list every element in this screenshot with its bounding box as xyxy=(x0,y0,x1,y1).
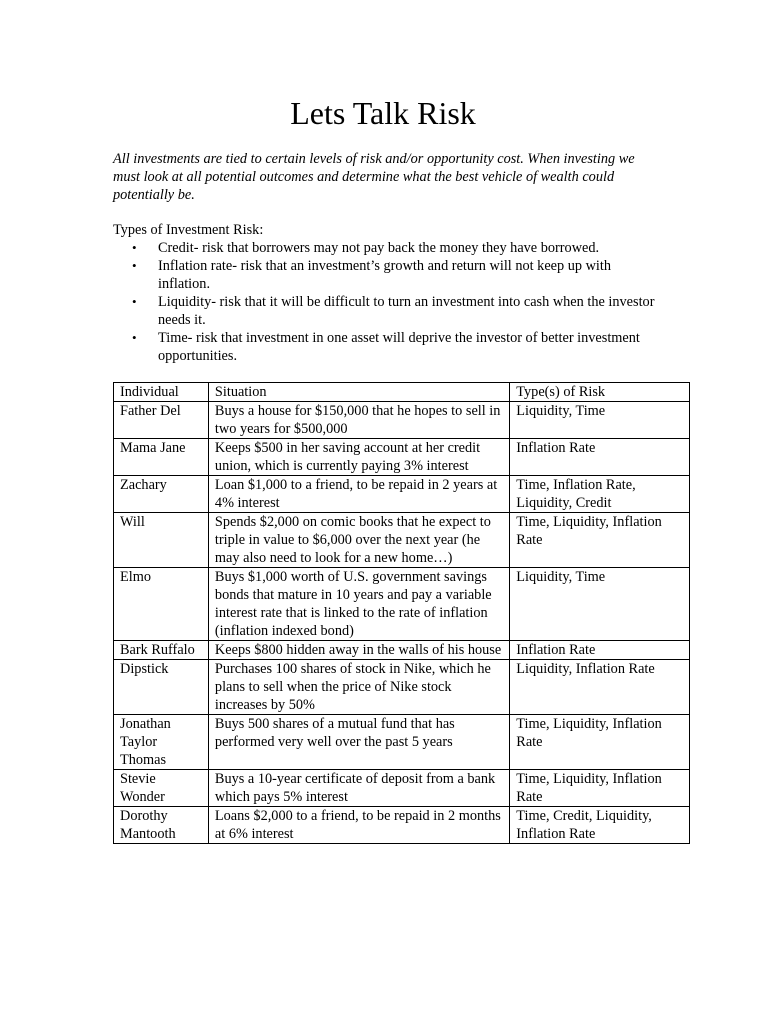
cell-risk: Liquidity, Time xyxy=(510,402,690,439)
cell-risk: Liquidity, Time xyxy=(510,568,690,641)
bullet-icon: • xyxy=(132,258,137,273)
cell-individual: Father Del xyxy=(114,402,209,439)
table-row xyxy=(114,439,690,476)
cell-individual: Stevie Wonder xyxy=(114,770,209,807)
cell-individual: Mama Jane xyxy=(114,439,209,476)
risk-type-liquidity: Liquidity- risk that it will be difficult to turn an investment into cash when the investor needs it. xyxy=(158,294,655,328)
cell-risk: Liquidity, Inflation Rate xyxy=(510,660,690,715)
table-row xyxy=(114,660,690,715)
cell-risk: Time, Liquidity, Inflation Rate xyxy=(510,770,690,807)
cell-risk: Time, Credit, Liquidity, Inflation Rate xyxy=(510,807,690,844)
risk-scenarios-table xyxy=(113,382,690,844)
cell-individual: Zachary xyxy=(114,476,209,513)
table-row xyxy=(114,715,690,770)
cell-individual: Jonathan Taylor Thomas xyxy=(114,715,209,770)
page-title: Lets Talk Risk xyxy=(290,95,476,131)
cell-situation: Keeps $500 in her saving account at her credit union, which is currently paying 3% interest xyxy=(208,439,509,476)
risk-type-credit: Credit- risk that borrowers may not pay back the money they have borrowed. xyxy=(158,240,600,256)
table-row xyxy=(114,568,690,641)
header-individual: Individual xyxy=(114,383,209,402)
table-row xyxy=(114,513,690,568)
list-item xyxy=(113,293,658,329)
cell-situation: Loans $2,000 to a friend, to be repaid in 2 months at 6% interest xyxy=(208,807,509,844)
cell-situation: Keeps $800 hidden away in the walls of his house xyxy=(208,641,509,660)
bullet-icon: • xyxy=(132,240,137,255)
table-row xyxy=(114,402,690,439)
table-row xyxy=(114,807,690,844)
cell-individual: Elmo xyxy=(114,568,209,641)
cell-situation: Buys a house for $150,000 that he hopes to sell in two years for $500,000 xyxy=(208,402,509,439)
header-situation: Situation xyxy=(208,383,509,402)
cell-individual: Will xyxy=(114,513,209,568)
risk-type-inflation: Inflation rate- risk that an investment’s growth and return will not keep up with inflation. xyxy=(158,258,612,292)
table-row xyxy=(114,476,690,513)
cell-situation: Buys 500 shares of a mutual fund that has performed very well over the past 5 years xyxy=(208,715,509,770)
cell-risk: Time, Liquidity, Inflation Rate xyxy=(510,715,690,770)
table-header-row xyxy=(114,383,690,402)
cell-situation: Loan $1,000 to a friend, to be repaid in 2 years at 4% interest xyxy=(208,476,509,513)
cell-individual: Dipstick xyxy=(114,660,209,715)
bullet-icon: • xyxy=(132,294,137,309)
cell-individual: Bark Ruffalo xyxy=(114,641,209,660)
cell-situation: Spends $2,000 on comic books that he expect to triple in value to $6,000 over the next year (he may also need to look for a new home…) xyxy=(208,513,509,568)
list-item xyxy=(113,329,658,365)
risk-types-list xyxy=(113,239,658,365)
list-item xyxy=(113,257,658,293)
intro-paragraph: All investments are tied to certain levels of risk and/or opportunity cost. When investing we must look at all potential outcomes and determine what the best vehicle of wealth could potentially be. xyxy=(113,151,635,203)
list-item xyxy=(113,239,658,257)
cell-situation: Buys a 10-year certificate of deposit from a bank which pays 5% interest xyxy=(208,770,509,807)
bullet-icon: • xyxy=(132,330,137,345)
cell-risk: Time, Liquidity, Inflation Rate xyxy=(510,513,690,568)
cell-situation: Buys $1,000 worth of U.S. government savings bonds that mature in 10 years and pay a variable interest rate that is linked to the rate of inflation (inflation indexed bond) xyxy=(208,568,509,641)
risk-type-time: Time- risk that investment in one asset will deprive the investor of better investment opportunities. xyxy=(158,330,640,364)
cell-individual: Dorothy Mantooth xyxy=(114,807,209,844)
table-row xyxy=(114,641,690,660)
header-risk-types: Type(s) of Risk xyxy=(510,383,690,402)
cell-situation: Purchases 100 shares of stock in Nike, which he plans to sell when the price of Nike stock increases by 50% xyxy=(208,660,509,715)
risk-types-heading: Types of Investment Risk: xyxy=(113,222,264,238)
table-row xyxy=(114,770,690,807)
cell-risk: Time, Inflation Rate, Liquidity, Credit xyxy=(510,476,690,513)
cell-risk: Inflation Rate xyxy=(510,439,690,476)
cell-risk: Inflation Rate xyxy=(510,641,690,660)
